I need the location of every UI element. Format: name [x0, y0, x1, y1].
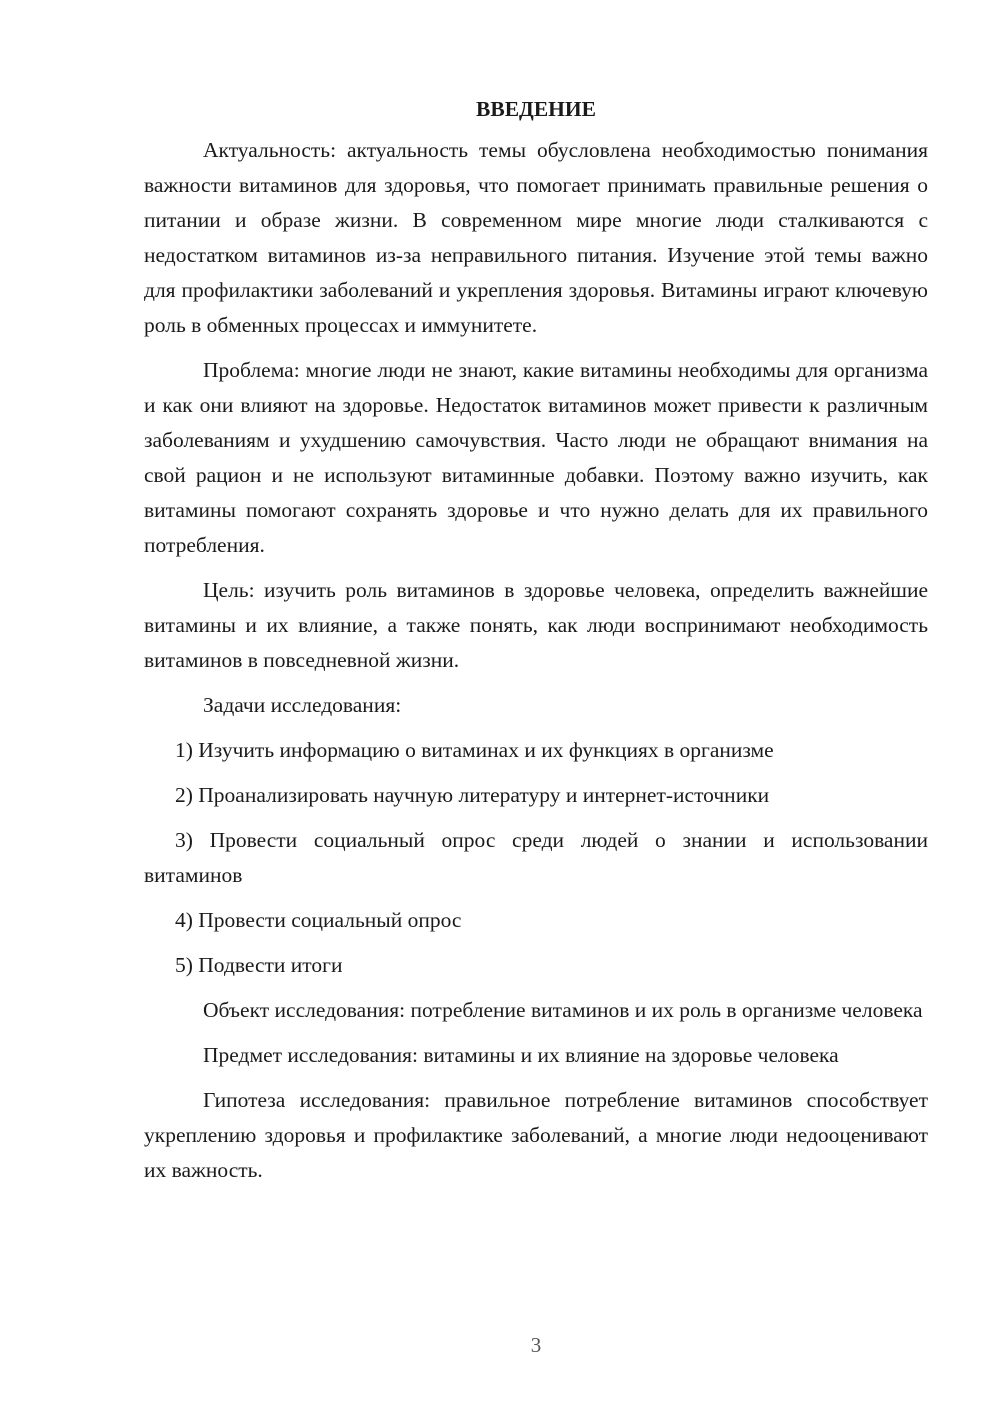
task-item-2: 2) Проанализировать научную литературу и интернет-источники — [175, 783, 770, 807]
task-item-4: 4) Провести социальный опрос — [175, 908, 462, 932]
paragraph-subject: Предмет исследования: витамины и их влияние на здоровье человека — [203, 1043, 839, 1067]
paragraph-goal: Цель: изучить роль витаминов в здоровье человека, определить важнейшие витамины и их влияние, а также понять, как люди воспринимают необходимость витаминов в повседневной жизни. — [144, 578, 928, 672]
task-item-5: 5) Подвести итоги — [175, 953, 343, 977]
document-page — [144, 92, 928, 1198]
page-title: ВВЕДЕНИЕ — [476, 97, 596, 121]
task-item-3: 3) Провести социальный опрос среди людей о знании и использовании витаминов — [144, 828, 928, 887]
paragraph-tasks-heading: Задачи исследования: — [203, 693, 402, 717]
paragraph-problem: Проблема: многие люди не знают, какие витамины необходимы для организма и как они влияют на здоровье. Недостаток витаминов может привести к различным заболеваниям и ухудшению самочувствия. Часто люди не обращают внимания на свой рацион и не используют витаминные добавки. Поэтому важно изучить, как витамины помогают сохранять здоровье и что нужно делать для их правильного потребления. — [144, 358, 928, 557]
page-number: 3 — [530, 1333, 542, 1357]
paragraph-relevance: Актуальность: актуальность темы обусловлена необходимостью понимания важности витаминов для здоровья, что помогает принимать правильные решения о питании и образе жизни. В современном мире многие люди сталкиваются с недостатком витаминов из-за неправильного питания. Изучение этой темы важно для профилактики заболеваний и укрепления здоровья. Витамины играют ключевую роль в обменных процессах и иммунитете. — [144, 138, 928, 337]
paragraph-hypothesis: Гипотеза исследования: правильное потребление витаминов способствует укреплению здоровья и профилактике заболеваний, а многие люди недооценивают их важность. — [144, 1088, 928, 1182]
paragraph-object: Объект исследования: потребление витаминов и их роль в организме человека — [203, 998, 923, 1022]
task-item-1: 1) Изучить информацию о витаминах и их функциях в организме — [175, 738, 774, 762]
